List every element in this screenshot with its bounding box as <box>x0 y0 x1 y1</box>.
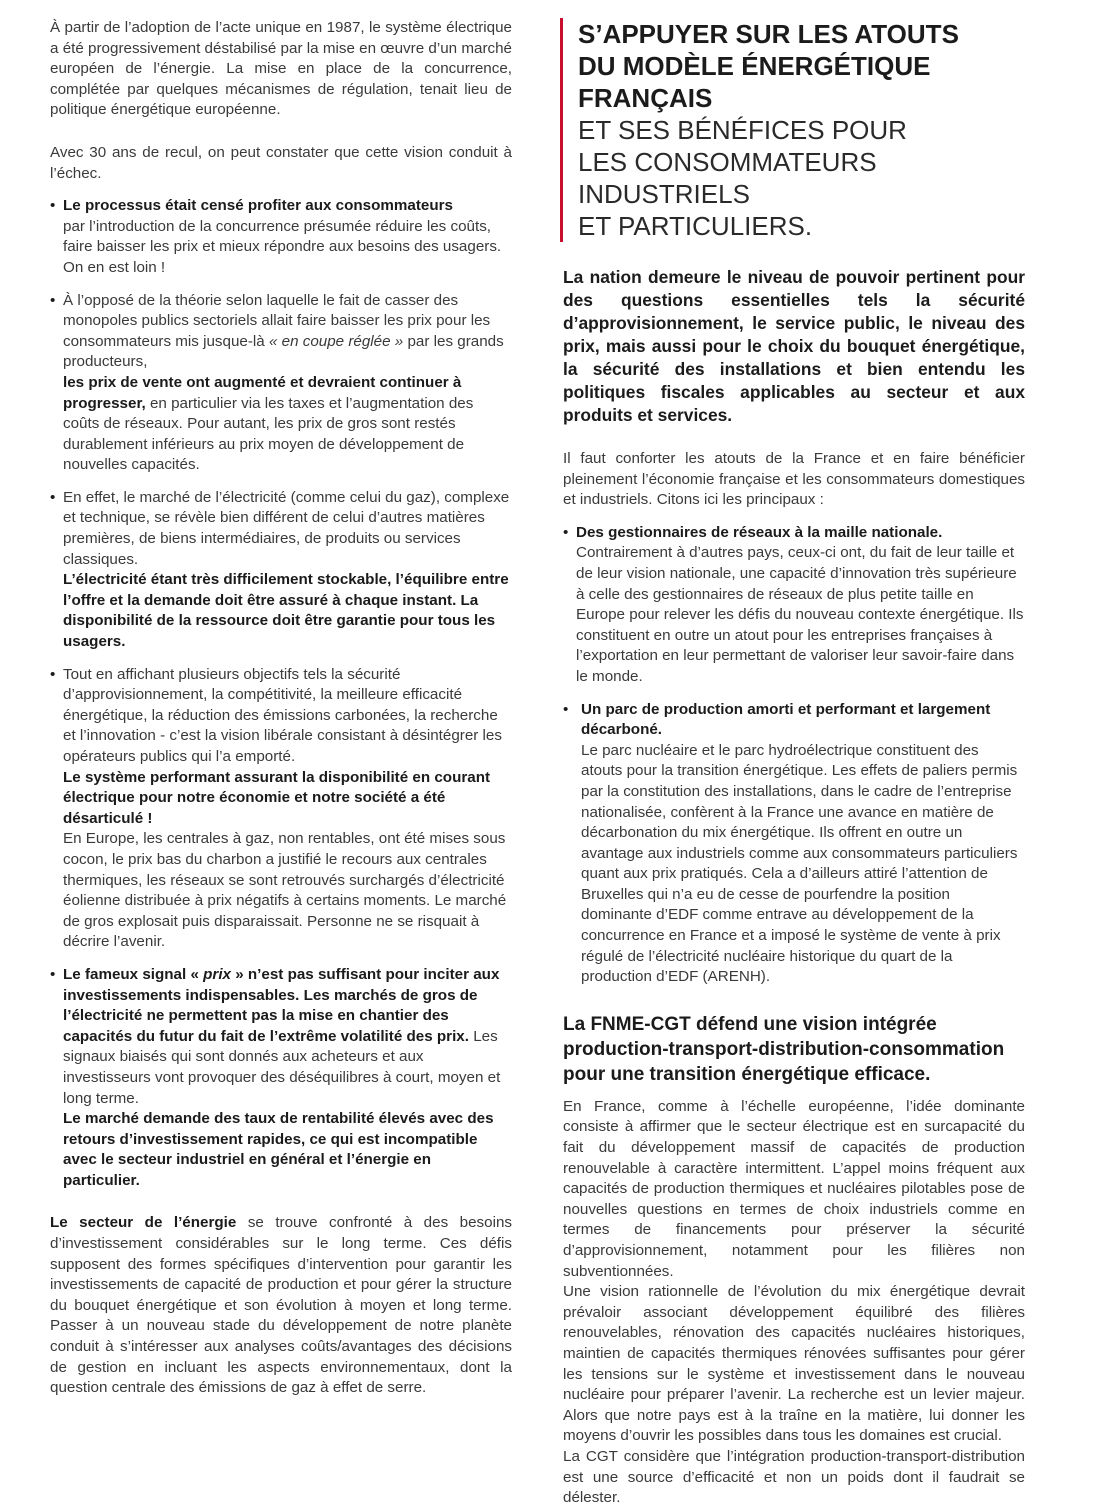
surcapacite-paragraph: En France, comme à l’échelle européenne, l’idée dominante consiste à affirmer que le secteur électrique est en surcapacité du fait du développement massif de capacités de production renouvelable à caractère intermittent. L’appel moins fréquent aux capacités de production thermiques et nucléaires pilotables pose de nouvelles questions en termes de choix industriels comme en termes de financements pour préserver la sécurité d’approvisionnement, notamment pour les filières non subventionnées. <box>563 1097 1025 1280</box>
bullet-bold: Le processus était censé profiter aux consommateurs <box>63 197 453 215</box>
bullet-bold <box>63 966 499 1045</box>
bullet-text: À l’opposé de la théorie selon laquelle le fait de casser des monopoles publics sectoriels allait faire baisser les prix pour les consommateurs mis jusque-là <box>63 291 491 350</box>
bullet-bold: Un parc de production amorti et performant et largement décarboné. <box>581 700 991 739</box>
right-column <box>563 18 1025 1509</box>
heading-bold-line: DU MODÈLE ÉNERGÉTIQUE <box>578 51 931 81</box>
heading-bold-line: S’APPUYER SUR LES ATOUTS <box>578 19 959 49</box>
bullet-processus <box>50 196 512 278</box>
bullet-text: Le parc nucléaire et le parc hydroélectrique constituent des atouts pour la transition énergétique. Les effets de paliers permis par la constitution des installations, dans le cadre de l’entreprise nationalisée, confèrent à la France une avance en matière de décarbonation du mix énergétique. Ils offrent en outre un avantage aux industriels comme aux consommateurs particuliers quant aux prix pratiqués. Cela a d’ailleurs attiré l’attention de Bruxelles qui n’a eu de cesse de pourfendre la position dominante d’EDF comme entrave au développement de la concurrence en France et a imposé le système de vente à prix régulé de l’électricité nucléaire historique du quart de la production d’EDF (ARENH). <box>581 741 1018 986</box>
bullet-bold: les prix de vente ont augmenté et devraient continuer à progresser, <box>63 373 462 412</box>
bullet-bold: Le système performant assurant la disponibilité en courant électrique pour notre économie et notre société a été désarticulé ! <box>63 768 491 827</box>
intro-paragraph: À partir de l’adoption de l’acte unique en 1987, le système électrique a été progressivement déstabilisé par la mise en œuvre d’un marché européen de l’énergie. La mise en place de la concurrence, complétée par quelques mécanismes de régulation, tenait lieu de politique énergétique européenne. <box>50 19 512 119</box>
recul-paragraph: Avec 30 ans de recul, on peut constater que cette vision conduit à l’échec. <box>50 143 512 182</box>
bullet-objectifs <box>50 665 512 953</box>
bullet-text: En Europe, les centrales à gaz, non rentables, ont été mises sous cocon, le prix bas du charbon a justifié le recours aux centrales thermiques, les réseaux se sont retrouvés surchargés d’électricité éolienne distribuée à prix négatifs à certains moments. Le marché de gros explosait puis disparaissait. Personne ne se risquait à décrire l’avenir. <box>63 830 507 951</box>
bullet-bold: Le marché demande des taux de rentabilité élevés avec des retours d’investissement rapides, ce qui est incompatible avec le secteur industriel en général et l’énergie en particulier. <box>63 1110 494 1189</box>
section-heading <box>560 18 1025 242</box>
mix-paragraph: Une vision rationnelle de l’évolution du mix énergétique devrait prévaloir associant développement équilibré des filières renouvelables, rénovation des capacités nucléaires historiques, maintien de capacités thermiques rénovées suffisantes pour gérer les tensions sur le système et investissement dans le nouveau nucléaire pour préparer l’avenir. La recherche est un levier majeur. Alors que notre pays est à la traîne en la matière, lui donner les moyens d’ouvrir les possibles dans tous les domaines est crucial. <box>563 1283 1025 1445</box>
heading-normal-line: ET PARTICULIERS. <box>578 211 813 241</box>
bullet-monopoles <box>50 291 512 476</box>
bullet-parc-production <box>563 700 1021 988</box>
lead-paragraph: La nation demeure le niveau de pouvoir pertinent pour des questions essentielles tels la sécurité d’approvisionnement, le service public, le niveau des prix, mais aussi pour le choix du bouquet énergétique, la sécurité des installations et bien entendu les politiques fiscales applicables au secteur et aux produits et services. <box>563 267 1025 425</box>
atouts-paragraph: Il faut conforter les atouts de la France et en faire bénéficier pleinement l’économie française et les consommateurs domestiques et industriels. Citons ici les principaux : <box>563 450 1025 509</box>
bullet-marche-electricite <box>50 488 512 653</box>
bullet-bold-part: Le fameux signal « <box>63 965 199 983</box>
left-column <box>50 18 512 1399</box>
bullet-text: Tout en affichant plusieurs objectifs tels la sécurité d’approvisionnement, la compétitivité, la meilleure efficacité énergétique, la réduction des émissions carbonées, la recherche et l’innovation - c’est la vision libérale consistant à désintégrer les opérateurs publics qui l’a emporté. <box>63 665 502 765</box>
subheading: La FNME-CGT défend une vision intégrée production-transport-distribution-consommation pour une transition énergétique efficace. <box>563 1013 1005 1085</box>
bullet-italic: « en coupe réglée » <box>268 332 404 350</box>
bullet-text: par les grands producteurs, <box>63 332 504 371</box>
bullet-text: Contrairement à d’autres pays, ceux-ci ont, du fait de leur taille et de leur vision nationale, une capacité d’innovation très supérieure à celle des gestionnaires de réseaux de plus petite taille en Europe pour relever les défis du nouveau contexte énergétique. Ils constituent en outre un atout pour les entreprises françaises à l’exportation en leur permettant de valoriser leur savoir-faire dans le monde. <box>576 544 1024 685</box>
paragraph-text: se trouve confronté à des besoins d’investissement considérables sur le long terme. Ces défis supposent des formes spécifiques d’intervention pour garantir les investissements de capacité de production et pour gérer la structure du bouquet énergétique et son évolution à moyen et long terme. Passer à un nouveau stade du développement de notre planète conduit à s’intéresser aux analyses coûts/avantages des décisions de gestion en incluant les aspects environnementaux, dont la question centrale des émissions de gaz à effet de serre. <box>50 1214 512 1397</box>
bullet-bold: Des gestionnaires de réseaux à la maille nationale. <box>576 523 943 541</box>
bullet-text: par l’introduction de la concurrence présumée réduire les coûts, faire baisser les prix et mieux répondre aux besoins des usagers. On en est loin ! <box>63 217 502 276</box>
heading-normal-line: LES CONSOMMATEURS INDUSTRIELS <box>578 147 877 209</box>
bullet-gestionnaires <box>563 523 1025 688</box>
heading-bold-line: FRANÇAIS <box>578 83 713 113</box>
bullet-bold-part: » n’est pas suffisant pour inciter aux investissements indispensables. Les marchés de gros de l’électricité ne permettent pas la mise en chantier des capacités du futur du fait de l’extrême volatilité des prix. <box>63 965 500 1045</box>
bullet-signal-prix <box>50 965 512 1192</box>
heading-normal-line: ET SES BÉNÉFICES POUR <box>578 115 907 145</box>
integration-paragraph: La CGT considère que l’intégration production-transport-distribution est une source d’efficacité et non un poids dont il faudrait se délester. <box>563 1447 1025 1507</box>
bullet-bold: L’électricité étant très difficilement stockable, l’équilibre entre l’offre et la demande doit être assuré à chaque instant. La disponibilité de la ressource doit être garantie pour tous les usagers. <box>63 571 509 651</box>
bullet-text: En effet, le marché de l’électricité (comme celui du gaz), complexe et technique, se révèle bien différent de celui d’autres matières premières, de biens intermédiaires, de produits ou services classiques. <box>63 488 510 568</box>
bullet-text: en particulier via les taxes et l’augmentation des coûts de réseaux. Pour autant, les prix de gros sont restés durablement inférieurs au prix moyen de développement de nouvelles capacités. <box>63 394 474 474</box>
paragraph-bold: Le secteur de l’énergie <box>50 1214 237 1232</box>
secteur-paragraph <box>50 1213 512 1398</box>
bullet-bold-italic: prix <box>203 965 231 983</box>
bullet-text: Les signaux biaisés qui sont donnés aux acheteurs et aux investisseurs vont provoquer des déséquilibres à court, moyen et long terme. <box>63 1027 501 1107</box>
